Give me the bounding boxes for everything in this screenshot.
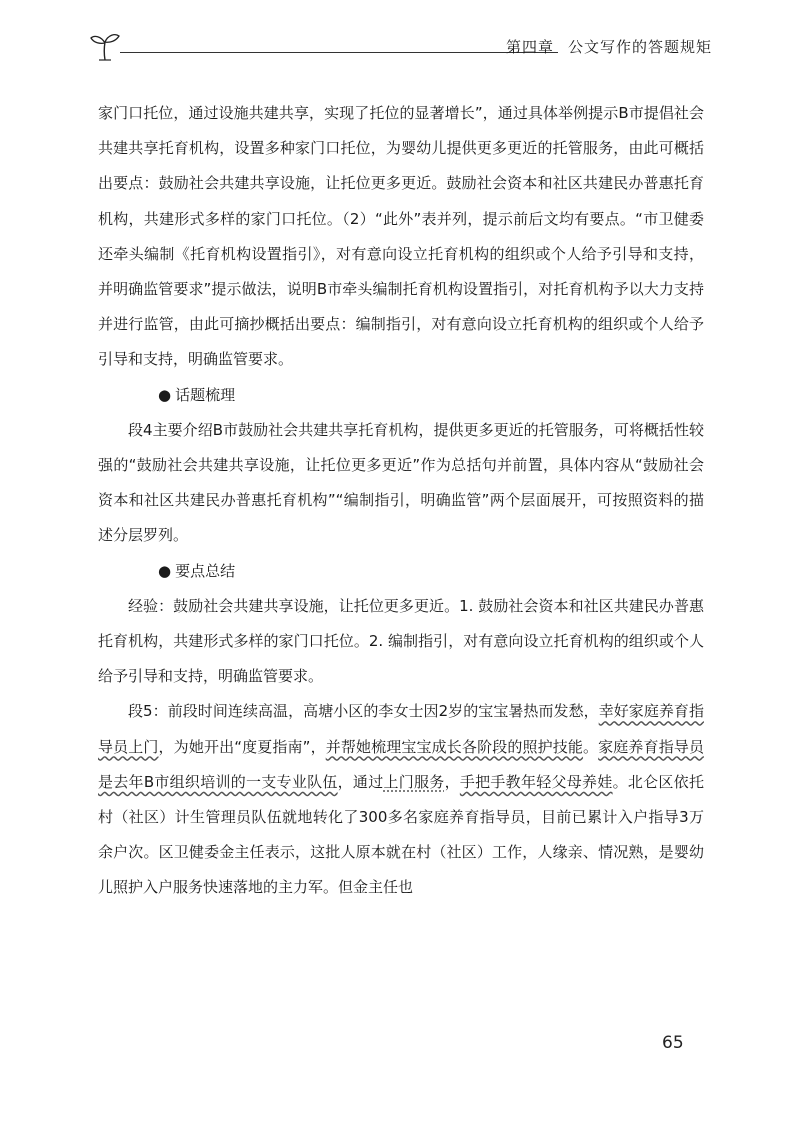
section-heading-topic-label: 话题梳理 <box>175 385 236 404</box>
chapter-number: 第四章 <box>505 38 554 56</box>
dotted-underline-text: 上门服务 <box>383 772 445 791</box>
bullet-icon: ● <box>158 561 172 580</box>
chapter-title: 公文写作的答题规矩 <box>567 38 712 56</box>
paragraph-summary: 经验：鼓励社会共建共享设施，让托位更多更近。1. 鼓励社会资本和社区共建民办普惠托育机构，共建形式多样的家门口托位。2. 编制指引，对有意向设立托育机构的组织或个人给予引导和支持，明确监管要求。 <box>98 596 704 686</box>
section-heading-summary <box>98 554 704 589</box>
paragraph-topic: 段4主要介绍B市鼓励社会共建共享托育机构，提供更多更近的托管服务，可将概括性较强的“鼓励社会共建共享设施，让托位更多更近”作为总括句并前置，具体内容从“鼓励社会资本和社区共建民办普惠托育机构”“编制指引，明确监管”两个层面展开，可按照资料的描述分层罗列。 <box>98 420 704 545</box>
page-number: 65 <box>662 1033 684 1053</box>
bullet-icon: ● <box>158 385 172 404</box>
page-body <box>98 96 704 906</box>
wavy-underline-text: 手把手教年轻父母养娃 <box>459 772 613 791</box>
wavy-underline-text: 家庭养育指导员是去年B市组织培训的一支专业队伍 <box>98 737 704 791</box>
header-rule <box>120 52 558 53</box>
paragraph-material: 段5：前段时间连续高温，高塘小区的李女士因2岁的宝宝暑热而发愁，幸好家庭养育指导员上门，为她开出“度夏指南”，并帮她梳理宝宝成长各阶段的照护技能。家庭养育指导员是去年B市组织培训的一支专业队伍，通过上门服务，手把手教年轻父母养娃。北仑区依托村（社区）计生管理员队伍就地转化了300多名家庭养育指导员，目前已累计入户指导3万余户次。区卫健委金主任表示，这批人原本就在村（社区）工作，人缘亲、情况熟，是婴幼儿照护入户服务快速落地的主力军。但金主任也 <box>98 702 704 897</box>
sprout-icon <box>88 30 122 62</box>
paragraph-continued: 家门口托位，通过设施共建共享，实现了托位的显著增长”，通过具体举例提示B市提倡社会共建共享托育机构，设置多种家门口托位，为婴幼儿提供更多更近的托管服务，由此可概括出要点：鼓励社会共建共享设施，让托位更多更近。鼓励社会资本和社区共建民办普惠托育机构，共建形式多样的家门口托位。（2）“此外”表并列，提示前后文均有要点。“市卫健委还牵头编制《托育机构设置指引》，对有意向设立托育机构的组织或个人给予引导和支持，并明确监管要求”提示做法，说明B市牵头编制托育机构设置指引，对托育机构予以大力支持并进行监管，由此可摘抄概括出要点：编制指引，对有意向设立托育机构的组织或个人给予引导和支持，明确监管要求。 <box>98 104 704 369</box>
section-heading-summary-label: 要点总结 <box>175 561 236 580</box>
page-header <box>88 30 712 66</box>
section-heading-topic <box>98 378 704 413</box>
wavy-underline-text: 并帮她梳理宝宝成长各阶段的照护技能 <box>325 737 584 756</box>
wavy-underline-text: 幸好家庭养育指导员上门 <box>98 702 704 756</box>
chapter-heading <box>506 36 712 57</box>
